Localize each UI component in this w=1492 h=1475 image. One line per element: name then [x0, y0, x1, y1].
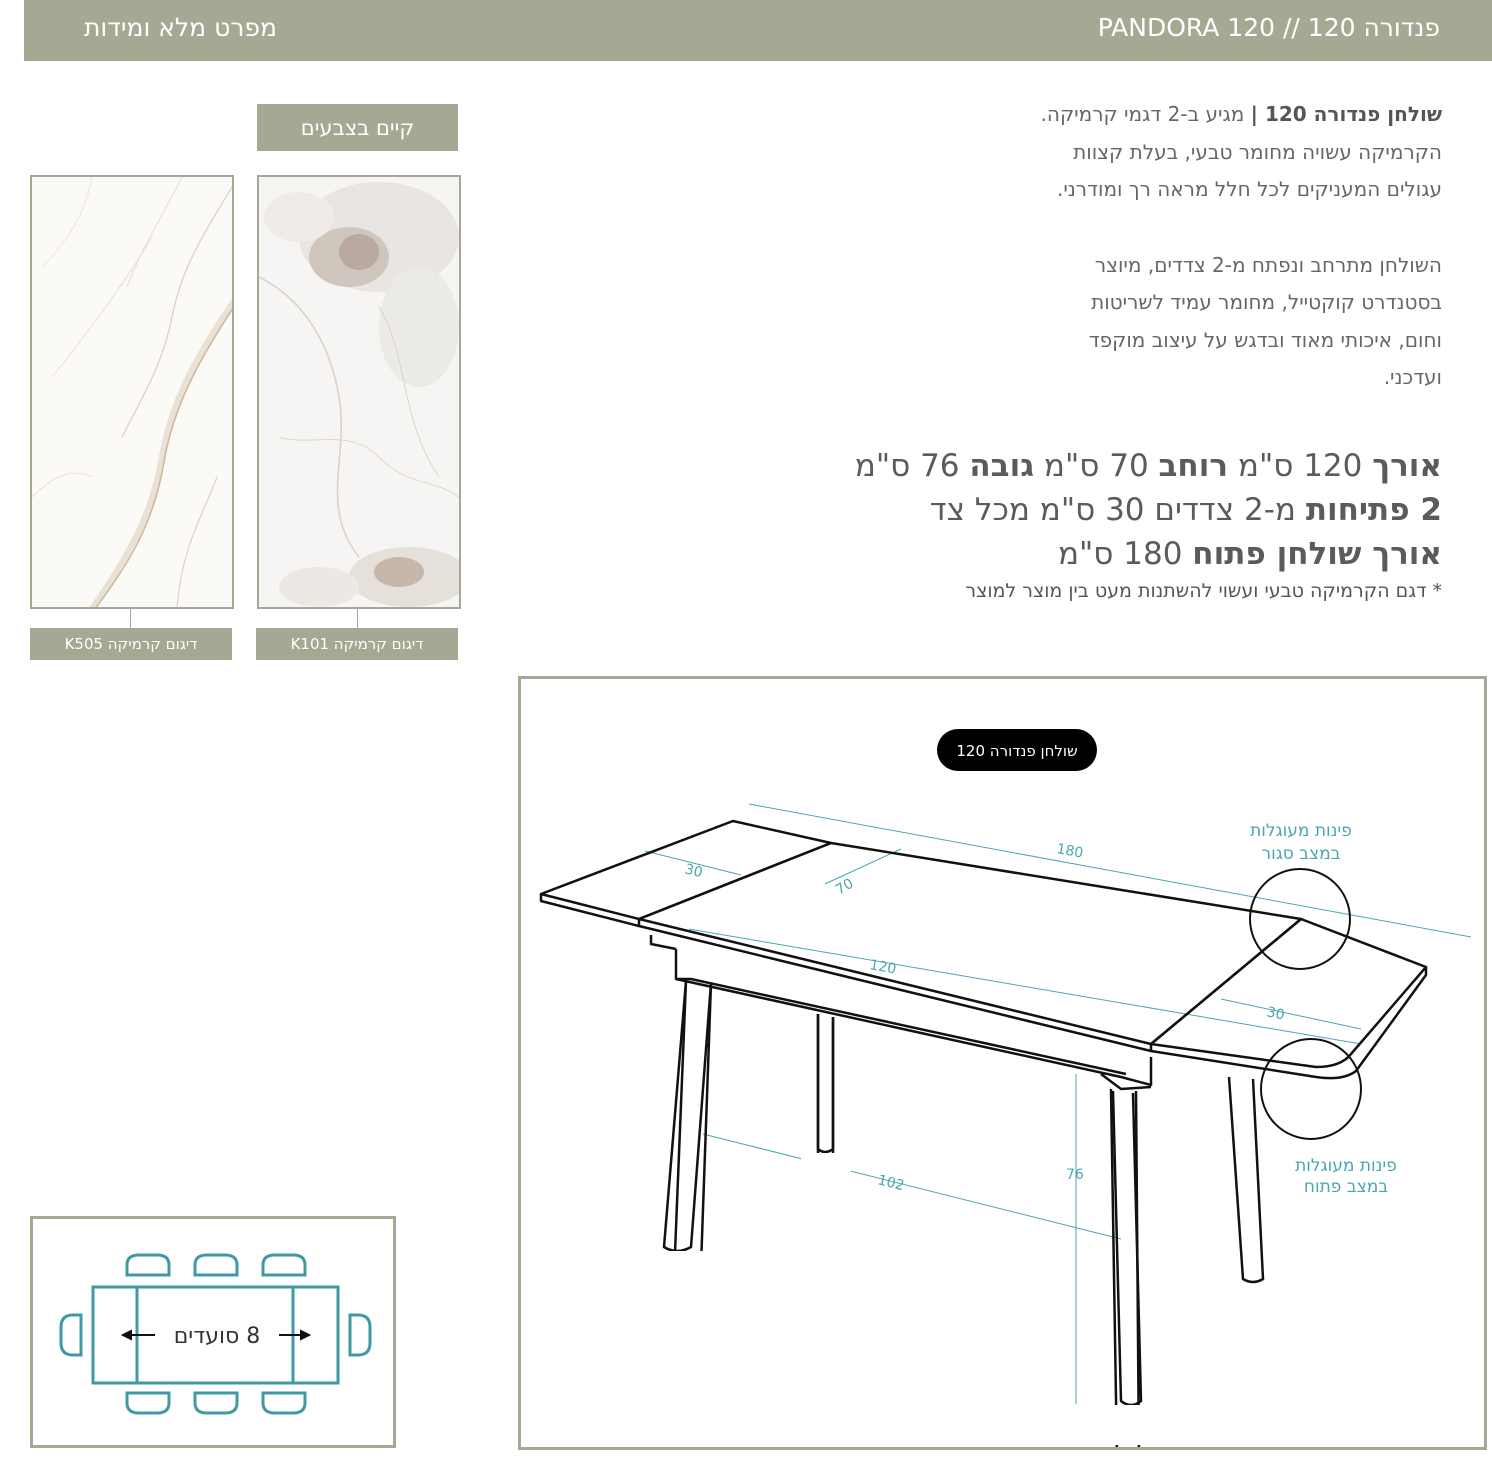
chair-icon — [195, 1255, 237, 1275]
diagram-title: שולחן פנדורה 120 — [956, 742, 1078, 760]
table-legs — [664, 981, 1263, 1405]
available-colors-label: קיים בצבעים — [257, 104, 458, 151]
callout-closed-line2: במצב סגור — [1261, 844, 1341, 864]
chair-icon — [195, 1393, 237, 1413]
spec-open-length-line — [802, 532, 1442, 576]
marble-k101-texture — [259, 177, 459, 607]
dimension-lines — [645, 804, 1471, 1404]
seating-diagram — [30, 1216, 396, 1448]
description-line — [1002, 96, 1442, 134]
chair-icon — [127, 1255, 169, 1275]
description-line: ועדכני. — [1383, 365, 1442, 389]
chair-icon — [61, 1315, 81, 1355]
seating-layout-drawing — [33, 1219, 393, 1445]
marble-k505-texture — [32, 177, 232, 607]
swatch-k101-label: דיגום קרמיקה K101 — [256, 628, 458, 660]
dim-120: 120 — [868, 957, 898, 978]
callout-closed-line1: פינות מעוגלות — [1250, 821, 1352, 841]
spec-extensions-label: 2 פתיחות — [1305, 492, 1442, 528]
spec-length-label: אורך — [1372, 448, 1442, 484]
swatch-k505-label: דיגום קרמיקה K505 — [30, 628, 232, 660]
seating-label: 8 סועדים — [173, 1324, 261, 1349]
spec-extensions-value: מ-2 צדדים 30 ס"מ מכל צד — [929, 492, 1306, 528]
swatch-connector — [130, 607, 131, 628]
dim-102: 102 — [876, 1172, 906, 1195]
swatch-connector — [357, 607, 358, 628]
spec-length-value: 120 ס"מ — [1228, 448, 1373, 484]
header-bar — [24, 0, 1492, 61]
callout-open-line2: במצב פתוח — [1303, 1177, 1389, 1197]
table-technical-drawing — [521, 679, 1484, 1447]
swatch-k101 — [257, 175, 461, 609]
table-dimensions-diagram — [518, 676, 1487, 1450]
spec-height-label: גובה — [969, 448, 1035, 484]
description-line: הקרמיקה עשויה מחומר טבעי, בעלת קצוות — [1073, 139, 1442, 164]
spec-width-label: רוחב — [1158, 448, 1229, 484]
dim-30-right: 30 — [1265, 1004, 1286, 1024]
description-line: וחום, איכותי מאוד ובדגש על עיצוב מוקפד — [1088, 327, 1442, 352]
dim-76: 76 — [1066, 1167, 1084, 1183]
description-bold-intro: שולחן פנדורה 120 | — [1250, 102, 1442, 126]
dim-30-left: 30 — [683, 861, 705, 882]
open-corner-callout — [1261, 1039, 1361, 1139]
description-line: השולחן מתרחב ונפתח מ-2 צדדים, מיוצר — [1094, 252, 1442, 277]
spec-height-value: 76 ס"מ — [854, 448, 970, 484]
dim-70: 70 — [833, 875, 857, 899]
product-description — [1002, 96, 1442, 397]
spec-dimensions-line — [802, 444, 1442, 488]
dimensions-specs — [802, 444, 1442, 602]
dim-180: 180 — [1055, 841, 1085, 862]
chair-icon — [263, 1255, 305, 1275]
spec-open-label: אורך שולחן פתוח — [1192, 536, 1442, 572]
product-title: פנדורה 120 // PANDORA 120 — [1097, 13, 1440, 42]
material-note: * דגם הקרמיקה טבעי ועשוי להשתנות מעט בין מוצר למוצר — [965, 580, 1442, 602]
section-title: מפרט מלא ומידות — [84, 13, 277, 42]
callout-open-line1: פינות מעוגלות — [1295, 1156, 1397, 1176]
swatch-k505 — [30, 175, 234, 609]
description-line: בסטנדרט קוקטייל, מחומר עמיד לשריטות — [1091, 290, 1442, 314]
chair-icon — [263, 1393, 305, 1413]
chair-icon — [127, 1393, 169, 1413]
description-line: עגולים המעניקים לכל חלל מראה רך ומודרני. — [1056, 177, 1442, 201]
spec-open-value: 180 ס"מ — [1057, 536, 1193, 572]
description-line1-rest: מגיע ב-2 דגמי קרמיקה. — [1040, 102, 1251, 126]
spec-extensions-line — [802, 488, 1442, 532]
chair-icon — [350, 1315, 370, 1355]
spec-width-value: 70 ס"מ — [1034, 448, 1159, 484]
